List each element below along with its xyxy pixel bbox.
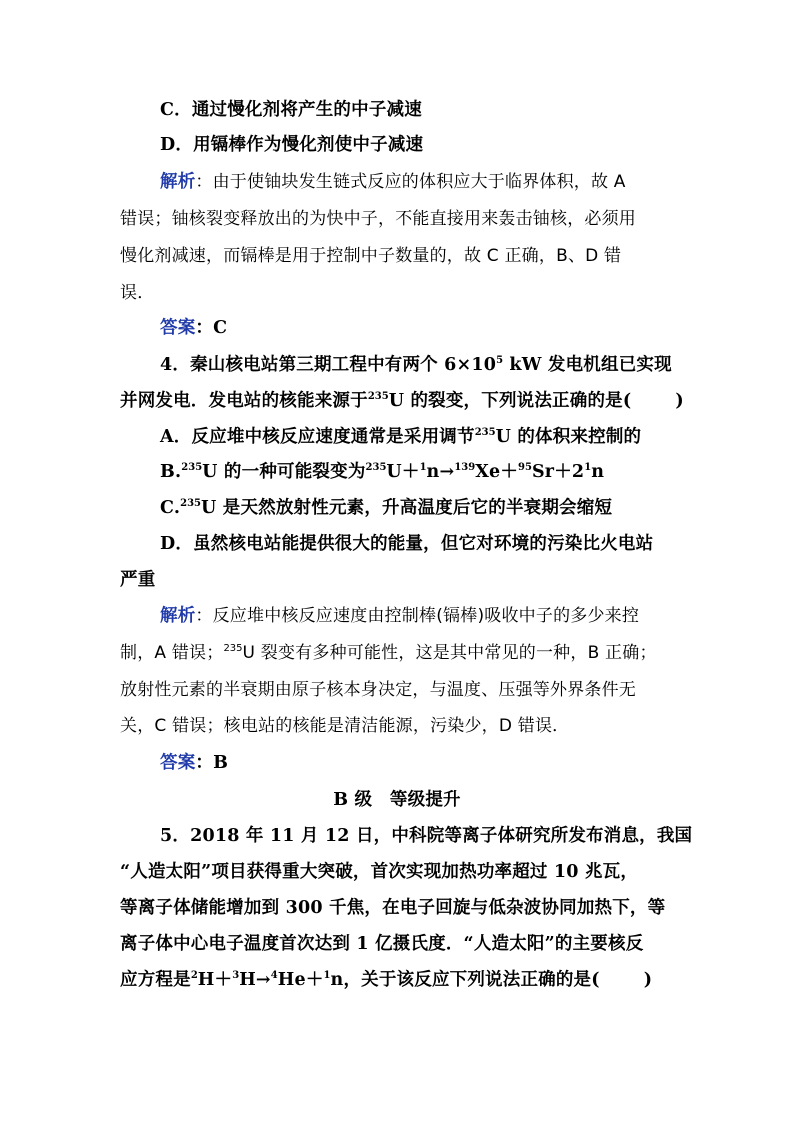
q4-explanation-line-4: 关，C 错误；核电站的核能是清洁能源，污染少，D 错误． (120, 716, 570, 736)
q4-option-d-line-1: D．虽然核电站能提供很大的能量，但它对环境的污染比火电站 (160, 534, 654, 554)
q4-explanation-line-1: 解析：反应堆中核反应速度由控制棒(镉棒)吸收中子的多少来控 (160, 606, 640, 626)
q3-option-d: D．用镉棒作为慢化剂使中子减速 (160, 135, 424, 155)
q5-stem-line-1: 5．2018 年 11 月 12 日，中科院等离子体研究所发布消息，我国 (160, 826, 693, 846)
section-heading: B 级 等级提升 (333, 790, 461, 810)
answer-label: 答案 (160, 753, 196, 773)
q4-answer: 答案：B (160, 753, 229, 773)
q4-option-d-line-2: 严重 (120, 570, 156, 590)
q4-explanation-line-3: 放射性元素的半衰期由原子核本身决定，与温度、压强等外界条件无 (120, 680, 636, 700)
answer-label: 答案 (160, 318, 196, 338)
q3-explanation-line-4: 误． (120, 283, 155, 303)
explanation-label: 解析 (160, 172, 196, 192)
q3-explanation-line-3: 慢化剂减速，而镉棒是用于控制中子数量的，故 C 正确，B、D 错 (120, 246, 622, 266)
q3-answer: 答案：C (160, 318, 228, 338)
q5-stem-line-5: 应方程是$^2$H＋$^3$H→$^4$He＋$^1$n，关于该反应下列说法正确的是( ) (120, 970, 653, 990)
q4-stem-line-1: 4．秦山核电站第三期工程中有两个 $6\times 10^5$ kW 发电机组已实现 (160, 355, 672, 375)
q5-stem-line-4: 离子体中心电子温度首次达到 1 亿摄氏度．“人造太阳”的主要核反 (120, 934, 644, 954)
q4-option-a: A．反应堆中核反应速度通常是采用调节$^{235}$U 的体积来控制的 (160, 427, 642, 447)
explanation-label: 解析 (160, 606, 196, 626)
q4-explanation-line-2: 制，A 错误；$^{235}$U 裂变有多种可能性，这是其中常见的一种，B 正确； (120, 643, 657, 663)
q3-explanation-line-2: 错误；铀核裂变释放出的为快中子，不能直接用来轰击铀核，必须用 (120, 209, 636, 229)
q5-stem-line-3: 等离子体储能增加到 300 千焦，在电子回旋与低杂波协同加热下，等 (120, 898, 666, 918)
q4-option-b: B.$^{235}$U 的一种可能裂变为$^{235}U+^1n\to^{139}Xe+^{95}Sr+2^1n$ (160, 462, 605, 482)
q4-option-c: C.$^{235}$U 是天然放射性元素，升高温度后它的半衰期会缩短 (160, 498, 613, 518)
q5-stem-line-2: “人造太阳”项目获得重大突破，首次实现加热功率超过 10 兆瓦， (120, 862, 639, 882)
q3-option-c: C．通过慢化剂将产生的中子减速 (160, 100, 422, 120)
q4-stem-line-2: 并网发电．发电站的核能来源于$^{235}$U 的裂变，下列说法正确的是( ) (120, 391, 684, 411)
q3-explanation-line-1: 解析：由于使铀块发生链式反应的体积应大于临界体积，故 A (160, 172, 626, 192)
